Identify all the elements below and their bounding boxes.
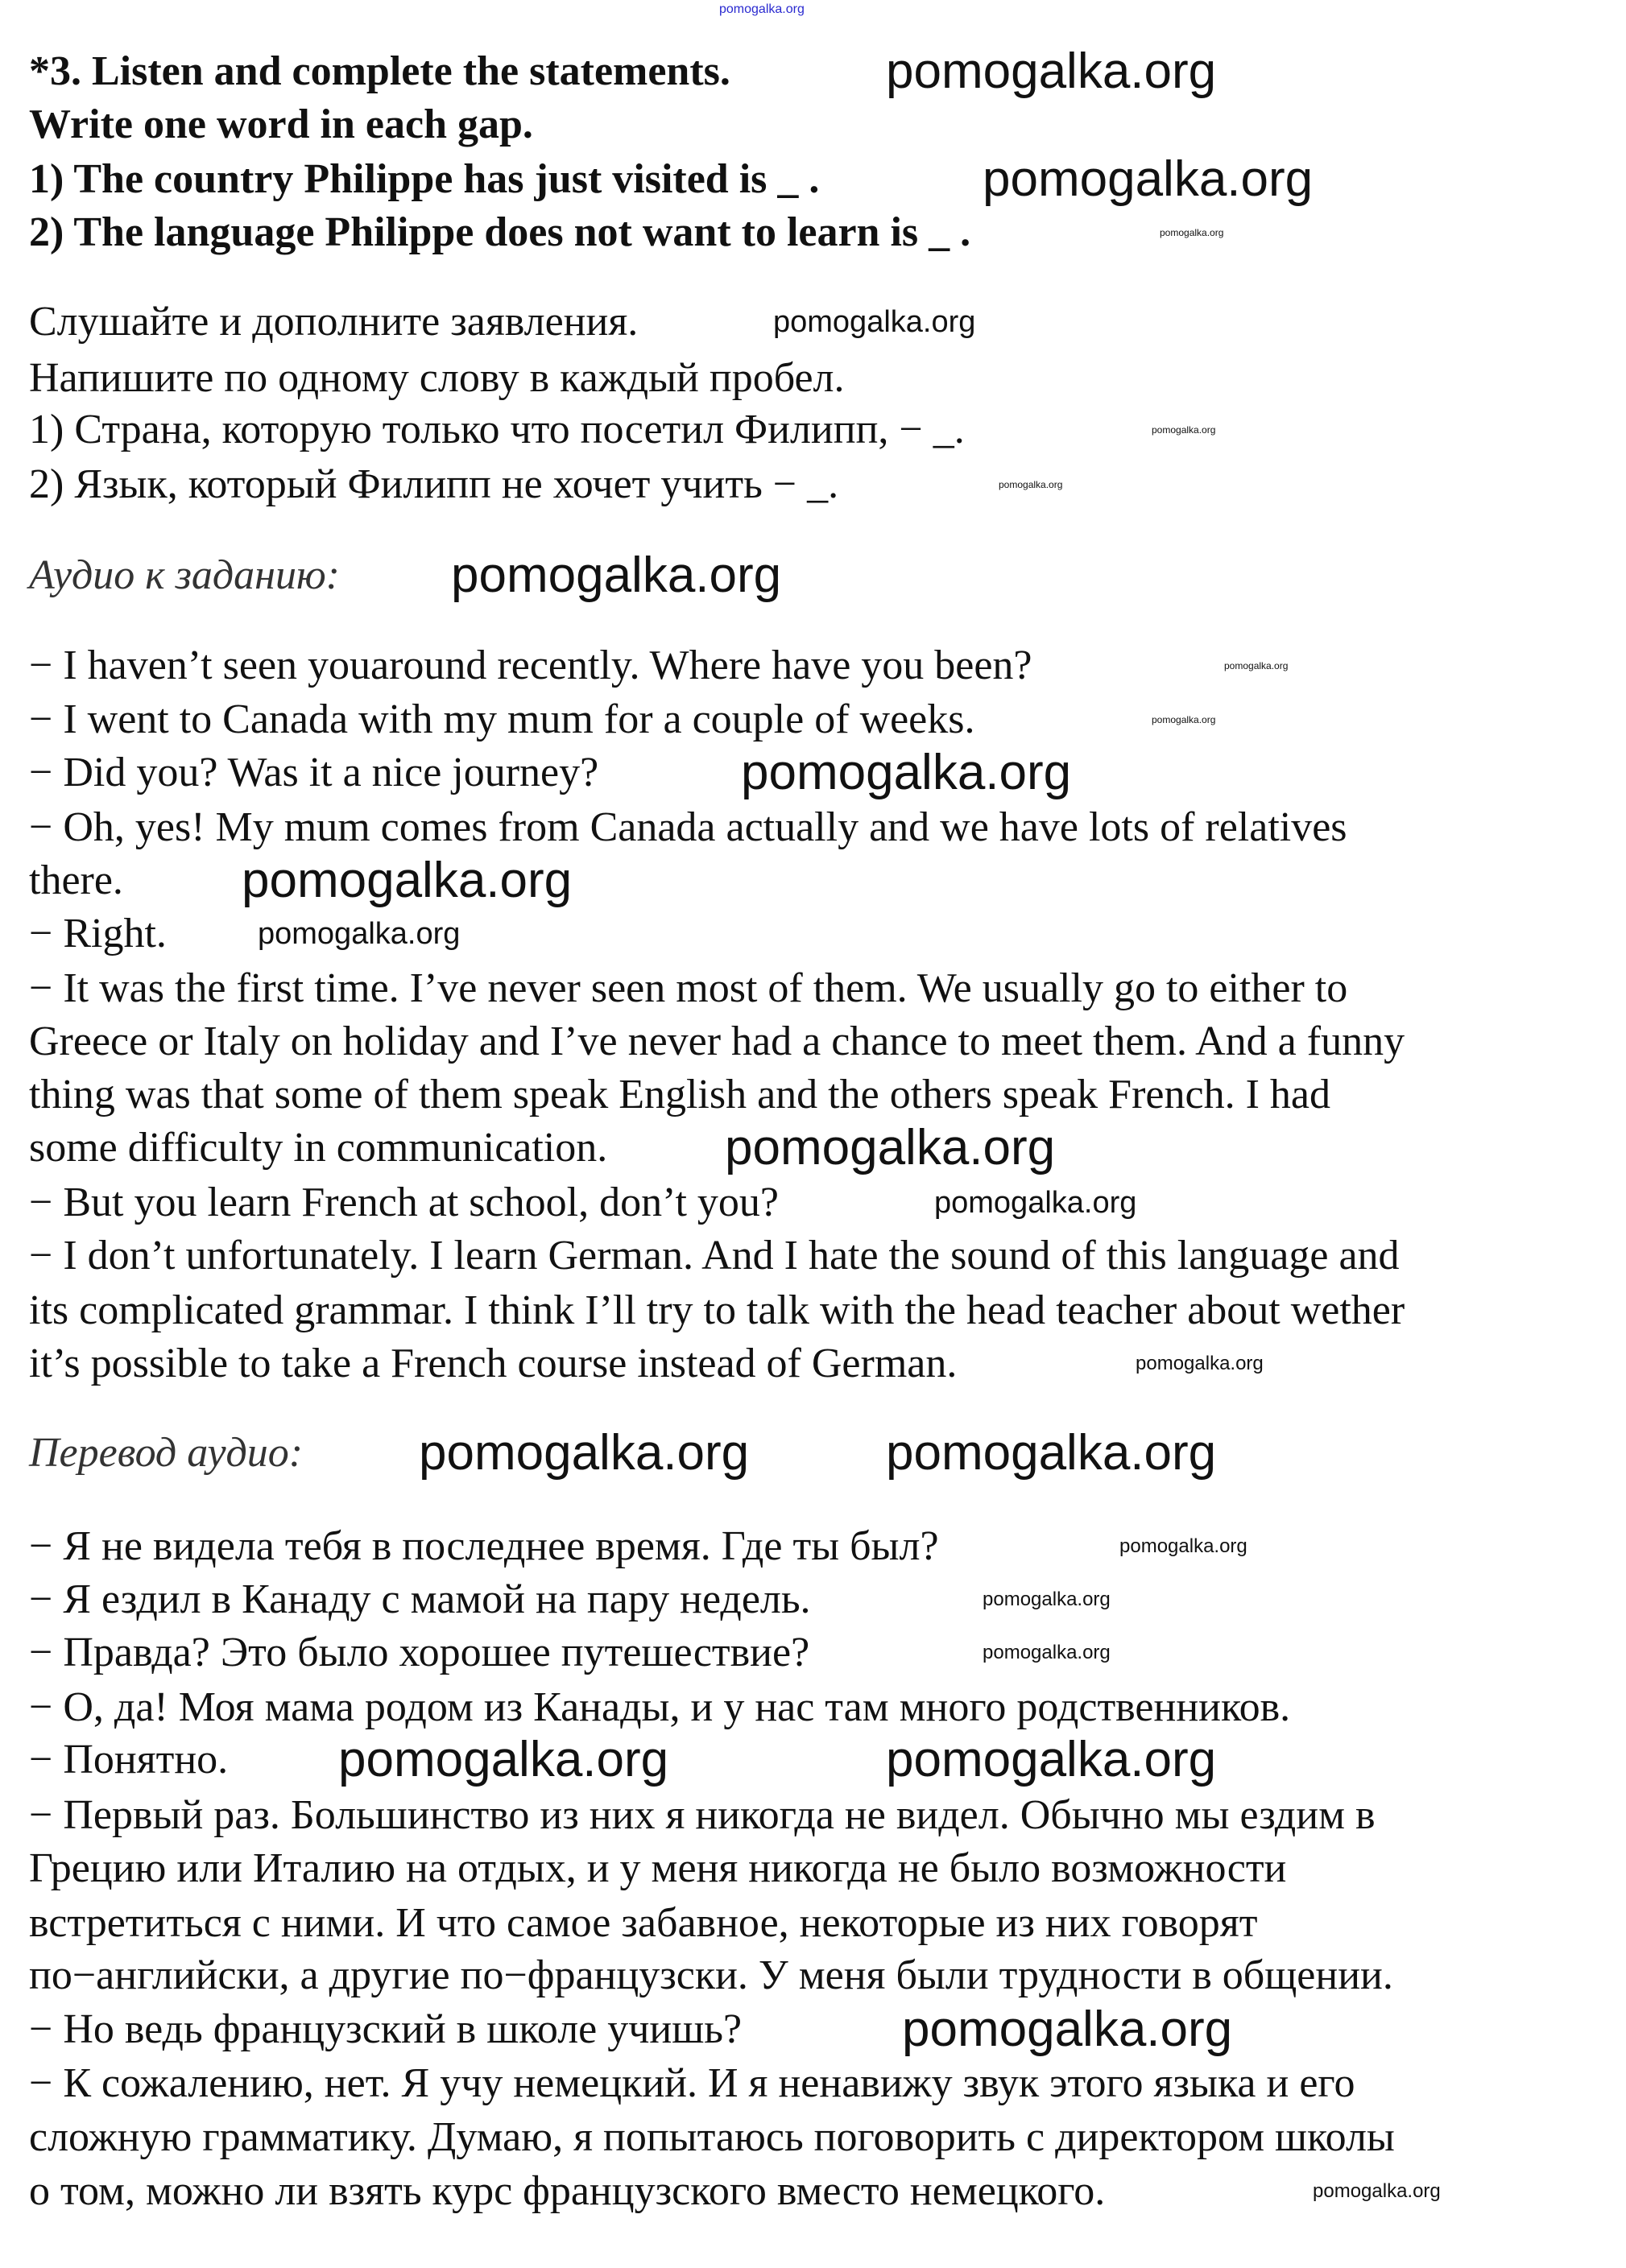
audio-dialogue-line: thing was that some of them speak English and the others speak French. I had: [29, 1072, 1330, 1117]
watermark: pomogalka.org: [1160, 227, 1224, 238]
watermark: pomogalka.org: [1119, 1535, 1247, 1557]
audio-translation-heading: Перевод аудио:: [29, 1430, 304, 1476]
watermark: pomogalka.org: [338, 1732, 669, 1787]
translated-task-line: Слушайте и дополните заявления.: [29, 299, 639, 345]
audio-dialogue-line: − Right.: [29, 911, 167, 956]
watermark: pomogalka.org: [719, 2, 805, 16]
audio-dialogue-line: − I went to Canada with my mum for a couple of weeks.: [29, 696, 975, 742]
audio-dialogue-line: − I don’t unfortunately. I learn German. And I hate the sound of this language and: [29, 1233, 1400, 1279]
watermark: pomogalka.org: [999, 479, 1063, 490]
translated-task-line: 1) Страна, которую только что посетил Филипп, − _.: [29, 407, 965, 452]
audio-dialogue-line: − But you learn French at school, don’t you?: [29, 1179, 779, 1225]
watermark: pomogalka.org: [902, 2002, 1233, 2057]
watermark: pomogalka.org: [934, 1186, 1137, 1220]
watermark: pomogalka.org: [1152, 424, 1216, 436]
watermark: pomogalka.org: [741, 745, 1072, 800]
watermark: pomogalka.org: [419, 1425, 750, 1481]
watermark: pomogalka.org: [886, 43, 1217, 99]
translation-dialogue-line: − Я ездил в Канаду с мамой на пару недель.: [29, 1576, 811, 1622]
task-line: 1) The country Philippe has just visited is _ .: [29, 156, 820, 202]
translation-dialogue-line: − Правда? Это было хорошее путешествие?: [29, 1630, 810, 1675]
task-line: *3. Listen and complete the statements.: [29, 48, 730, 94]
watermark: pomogalka.org: [983, 1588, 1111, 1610]
audio-dialogue-line: there.: [29, 857, 123, 903]
translation-dialogue-line: о том, можно ли взять курс французского вместо немецкого.: [29, 2168, 1106, 2214]
watermark: pomogalka.org: [1152, 714, 1216, 725]
watermark: pomogalka.org: [983, 1642, 1111, 1663]
audio-heading: Аудио к заданию:: [29, 552, 340, 598]
watermark: pomogalka.org: [886, 1732, 1217, 1787]
audio-dialogue-line: Greece or Italy on holiday and I’ve never had a chance to meet them. And a funny: [29, 1018, 1405, 1064]
audio-dialogue-line: it’s possible to take a French course instead of German.: [29, 1341, 958, 1386]
audio-dialogue-line: its complicated grammar. I think I’ll try to talk with the head teacher about wether: [29, 1287, 1405, 1333]
translation-dialogue-line: сложную грамматику. Думаю, я попытаюсь поговорить с директором школы: [29, 2114, 1395, 2160]
task-line: Write one word in each gap.: [29, 101, 533, 147]
translation-dialogue-line: − Первый раз. Большинство из них я никогда не видел. Обычно мы ездим в: [29, 1792, 1376, 1838]
translation-dialogue-line: − Понятно.: [29, 1737, 229, 1783]
watermark: pomogalka.org: [1313, 2180, 1441, 2202]
audio-dialogue-line: − Oh, yes! My mum comes from Canada actually and we have lots of relatives: [29, 804, 1347, 850]
audio-dialogue-line: − Did you? Was it a nice journey?: [29, 750, 599, 795]
translation-dialogue-line: Грецию или Италию на отдых, и у меня никогда не было возможности: [29, 1845, 1287, 1891]
translated-task-line: Напишите по одному слову в каждый пробел.: [29, 355, 845, 401]
watermark: pomogalka.org: [1224, 660, 1289, 671]
watermark: pomogalka.org: [886, 1425, 1217, 1481]
watermark: pomogalka.org: [1136, 1353, 1264, 1374]
audio-dialogue-line: − It was the first time. I’ve never seen most of them. We usually go to either to: [29, 965, 1348, 1011]
translated-task-line: 2) Язык, который Филипп не хочет учить − _.: [29, 461, 839, 507]
translation-dialogue-line: − О, да! Моя мама родом из Канады, и у нас там много родственников.: [29, 1684, 1291, 1730]
translation-dialogue-line: − К сожалению, нет. Я учу немецкий. И я ненавижу звук этого языка и его: [29, 2060, 1355, 2106]
watermark: pomogalka.org: [242, 853, 573, 908]
audio-dialogue-line: − I haven’t seen youaround recently. Where have you been?: [29, 642, 1032, 688]
watermark: pomogalka.org: [983, 151, 1314, 207]
audio-dialogue-line: some difficulty in communication.: [29, 1125, 608, 1171]
translation-dialogue-line: по−английски, а другие по−французски. У меня были трудности в общении.: [29, 1952, 1393, 1998]
translation-dialogue-line: − Но ведь французский в школе учишь?: [29, 2006, 743, 2052]
watermark: pomogalka.org: [451, 547, 782, 603]
watermark: pomogalka.org: [258, 917, 461, 951]
watermark: pomogalka.org: [773, 305, 976, 339]
translation-dialogue-line: − Я не видела тебя в последнее время. Где ты был?: [29, 1523, 939, 1569]
watermark: pomogalka.org: [725, 1120, 1056, 1175]
translation-dialogue-line: встретиться с ними. И что самое забавное, некоторые из них говорят: [29, 1900, 1258, 1946]
task-line: 2) The language Philippe does not want to learn is _ .: [29, 209, 971, 255]
